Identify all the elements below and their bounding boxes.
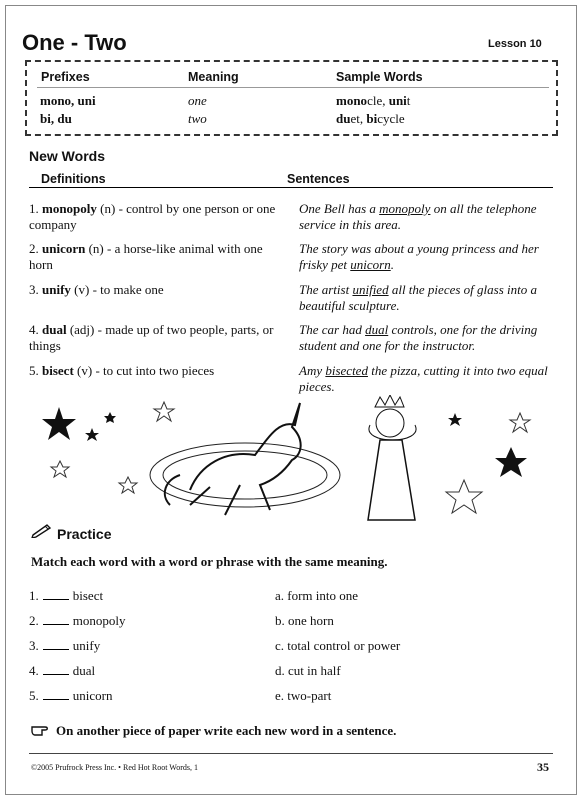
illustration-area [30, 395, 550, 535]
star-icon [510, 413, 530, 432]
prefix-divider [37, 87, 549, 88]
footer-rule [29, 753, 553, 754]
answer-blank[interactable] [43, 664, 69, 675]
match-meaning: c. total control or power [275, 638, 401, 653]
meaning-cell: one [188, 93, 207, 108]
answer-blank[interactable] [43, 639, 69, 650]
match-word: 5. unicorn [29, 688, 113, 703]
sentences-header: Sentences [287, 172, 350, 186]
meaning-cell: two [188, 111, 207, 126]
sample-words-header: Sample Words [336, 70, 423, 84]
match-word: 3. unify [29, 638, 101, 653]
practice-heading: Practice [57, 526, 112, 542]
star-icon [154, 402, 174, 421]
star-icon [85, 428, 99, 441]
definition-item: 5. bisect (v) - to cut into two pieces [29, 363, 215, 378]
copyright: ©2005 Prufrock Press Inc. • Red Hot Root Words, 1 [31, 763, 198, 772]
match-word: 4. dual [29, 663, 96, 678]
definition-item: 1. monopoly (n) - control by one person or one company [29, 201, 276, 232]
sample-words-cell: monocle, unit [336, 93, 411, 108]
definition-item: 3. unify (v) - to make one [29, 282, 164, 297]
sentence-item: Amy bisected the pizza, cutting it into two equal pieces. [299, 363, 548, 394]
prefix-cell: mono, uni [40, 93, 96, 108]
page-title: One - Two [22, 30, 127, 55]
match-word: 2. monopoly [29, 613, 126, 628]
star-icon [446, 480, 482, 513]
answer-blank[interactable] [43, 614, 69, 625]
answer-blank[interactable] [43, 689, 69, 700]
pointing-hand-icon [31, 722, 53, 743]
sentence-item: The car had dual controls, one for the driving student and one for the instructor. [299, 322, 538, 353]
star-icon [51, 461, 69, 477]
star-icon [42, 407, 76, 440]
practice-instruction: Match each word with a word or phrase with the same meaning. [31, 554, 388, 569]
definition-item: 2. unicorn (n) - a horse-like animal with one horn [29, 241, 263, 272]
prefix-cell: bi, du [40, 111, 72, 126]
definitions-header: Definitions [41, 172, 106, 186]
sample-words-cell: duet, bicycle [336, 111, 405, 126]
princess-illustration [368, 395, 416, 520]
prefix-table [25, 60, 558, 136]
page-number: 35 [537, 760, 549, 774]
meaning-header: Meaning [188, 70, 239, 84]
match-meaning: a. form into one [275, 588, 359, 603]
sentence-item: One Bell has a monopoly on all the telephone service in this area. [299, 201, 537, 232]
star-icon [104, 412, 116, 423]
star-icon [495, 447, 527, 477]
lesson-label: Lesson 10 [488, 38, 542, 50]
star-icon [448, 413, 462, 426]
match-word: 1. bisect [29, 588, 104, 603]
new-words-heading: New Words [29, 148, 105, 164]
match-meaning: d. cut in half [275, 663, 341, 678]
star-icon [119, 477, 137, 493]
practice-note: On another piece of paper write each new word in a sentence. [56, 723, 397, 738]
match-meaning: b. one horn [275, 613, 334, 628]
sentence-item: The artist unified all the pieces of glass into a beautiful sculpture. [299, 282, 537, 313]
match-meaning: e. two-part [275, 688, 332, 703]
sentence-item: The story was about a young princess and her frisky pet unicorn. [299, 241, 539, 272]
pencil-icon [31, 522, 53, 543]
unicorn-illustration [150, 403, 340, 515]
prefixes-header: Prefixes [41, 70, 90, 84]
definition-item: 4. dual (adj) - made up of two people, parts, or things [29, 322, 274, 353]
header-rule [29, 187, 553, 188]
answer-blank[interactable] [43, 589, 69, 600]
